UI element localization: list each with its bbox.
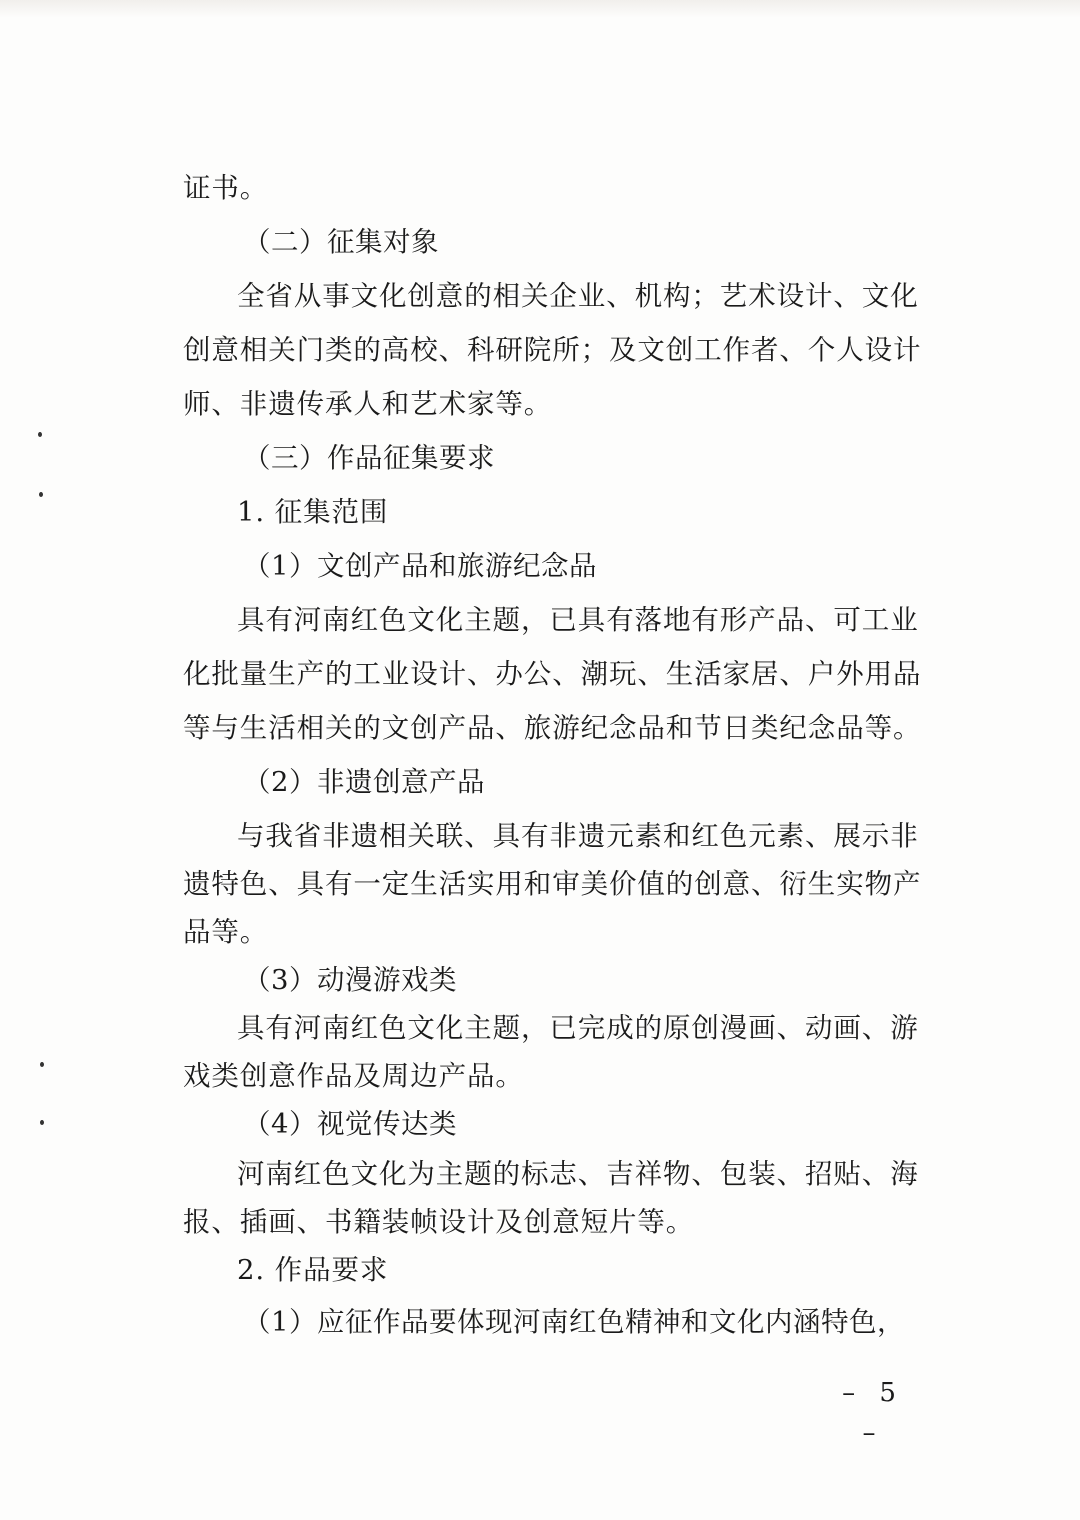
text-line-certificate: 证书。: [183, 172, 269, 204]
subsection-heading-scope: 1. 征集范围: [237, 496, 389, 528]
paragraph-line: 化批量生产的工业设计、办公、潮玩、生活家居、户外用品: [183, 658, 922, 690]
paragraph-line: 师、非遗传承人和艺术家等。: [183, 388, 553, 420]
paragraph-line: 具有河南红色文化主题，已完成的原创漫画、动画、游: [237, 1012, 919, 1044]
paragraph-line: 戏类创意作品及周边产品。: [183, 1060, 524, 1092]
paragraph-line: 全省从事文化创意的相关企业、机构；艺术设计、文化: [237, 280, 919, 312]
subsection-heading-work-requirements: 2. 作品要求: [237, 1254, 389, 1286]
scan-edge-shade: [0, 0, 1080, 18]
item-heading-cultural-products: （1）文创产品和旅游纪念品: [243, 550, 597, 582]
item-heading-intangible-heritage: （2）非遗创意产品: [243, 766, 485, 798]
section-heading-requirements: （三）作品征集要求: [243, 442, 495, 474]
paragraph-line: （1）应征作品要体现河南红色精神和文化内涵特色，: [243, 1306, 905, 1338]
scan-speck: [39, 492, 43, 497]
paragraph-line: 报、插画、书籍装帧设计及创意短片等。: [183, 1206, 695, 1238]
paragraph-line: 具有河南红色文化主题，已具有落地有形产品、可工业: [237, 604, 919, 636]
item-heading-animation-games: （3）动漫游戏类: [243, 964, 457, 996]
paragraph-line: 等与生活相关的文创产品、旅游纪念品和节日类纪念品等。: [183, 712, 922, 744]
scan-speck: [40, 1120, 44, 1125]
item-heading-visual-communication: （4）视觉传达类: [243, 1108, 457, 1140]
page-number: – 5 –: [842, 1378, 904, 1448]
section-heading-target: （二）征集对象: [243, 226, 439, 258]
paragraph-line: 创意相关门类的高校、科研院所；及文创工作者、个人设计: [183, 334, 922, 366]
scan-speck: [40, 1062, 44, 1067]
scan-speck: [38, 432, 42, 437]
paragraph-line: 河南红色文化为主题的标志、吉祥物、包装、招贴、海: [237, 1158, 919, 1190]
paragraph-line: 遗特色、具有一定生活实用和审美价值的创意、衍生实物产: [183, 868, 922, 900]
paragraph-line: 品等。: [183, 916, 269, 948]
paragraph-line: 与我省非遗相关联、具有非遗元素和红色元素、展示非: [237, 820, 919, 852]
